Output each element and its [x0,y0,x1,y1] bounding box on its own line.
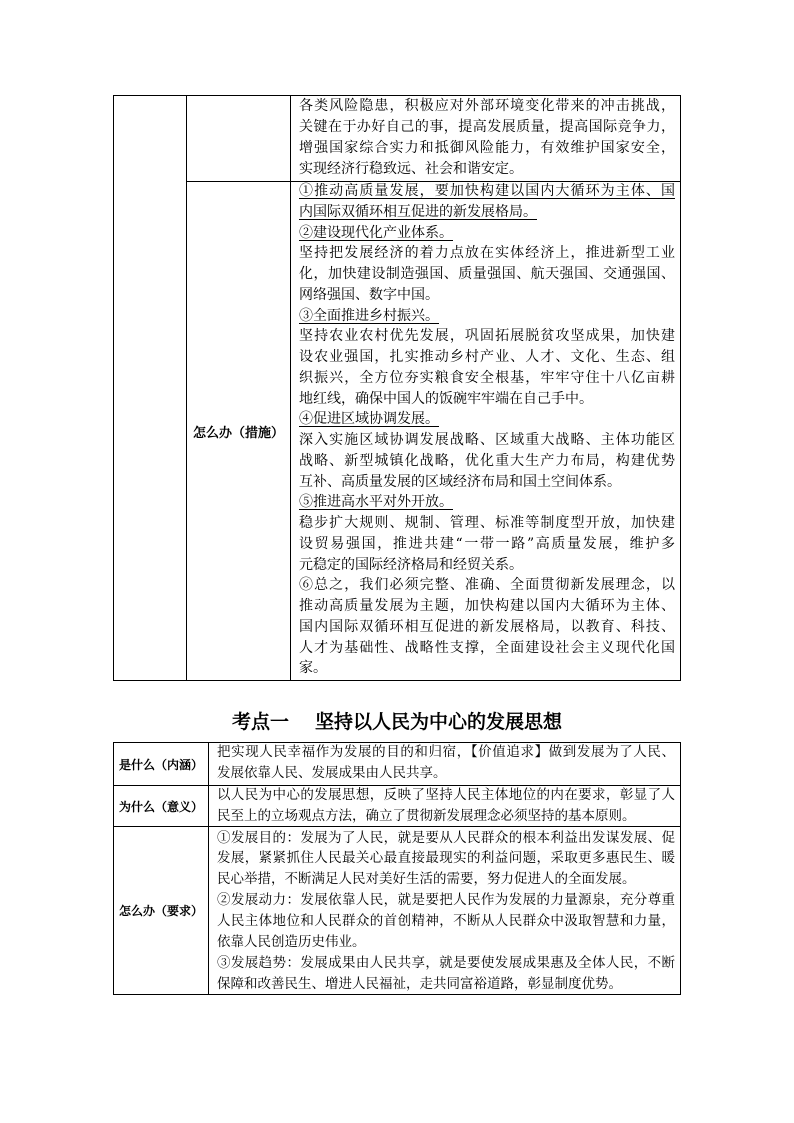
cell-text [217,828,675,995]
row-label: 为什么（意义） [118,799,203,814]
text-line: ④促进区域协调发展。 [299,411,439,428]
table-column-divider [290,96,291,680]
row-label: 是什么（内涵） [118,757,203,772]
text-line: ②建设现代化产业体系。 [299,224,453,241]
row-label: 怎么办（措施） [192,425,284,441]
text-line: 设贸易强国，推进共建“一带一路”高质量发展，维护多 [299,535,675,552]
text-line: ⑤推进高水平对外开放。 [299,494,453,511]
text-line: 设农业强国，扎实推动乡村产业、人才、文化、生态、组 [299,349,675,365]
text-line: ③发展趋势：发展成果由人民共享，就是要使发展成果惠及全体人民，不断 [217,954,675,971]
text-line: 把实现人民幸福作为发展的目的和归宿，【价值追求】做到发展为了人民、 [217,744,675,760]
text-line: 坚持把发展经济的着力点放在实体经济上，推进新型工业 [299,245,675,262]
section-heading [0,711,794,733]
section-title: 坚持以人民为中心的发展思想 [315,711,563,733]
text-line: 互补、高质量发展的区域经济布局和国土空间体系。 [299,473,621,490]
cell-text [299,96,675,181]
section-number: 考点一 [231,711,289,733]
text-line: ②发展动力：发展依靠人民，就是要把人民作为发展的力量源泉，充分尊重 [217,892,675,909]
text-line: 依靠人民创造历史伟业。 [217,934,366,951]
text-line: 人民主体地位和人民群众的首创精神，不断从人民群众中汲取智慧和力量， [217,913,675,930]
text-line: 家。 [299,660,327,677]
text-line: 化，加快建设制造强国、质量强国、航天强国、交通强国、 [299,266,675,282]
table-column-divider [208,743,209,994]
cell-text [217,742,675,784]
text-line: 网络强国、数字中国。 [299,286,439,303]
row-label: 怎么办（要求） [118,904,203,918]
text-line: 国内国际双循环相互促进的新发展格局，以教育、科技、 [299,618,675,635]
text-line: ③全面推进乡村振兴。 [299,307,439,324]
cell-text [299,181,675,679]
text-line: 发展，紧紧抓住人民最关心最直接最现实的利益问题，采取更多惠民生、暖 [217,850,675,867]
text-line: 深入实施区域协调发展战略、区域重大战略、主体功能区 [299,432,675,448]
text-line: 坚持农业农村优先发展，巩固拓展脱贫攻坚成果，加快建 [299,328,675,345]
text-line: 地红线，确保中国人的饭碗牢牢端在自己手中。 [299,390,593,407]
text-line: ①发展目的：发展为了人民，就是要从人民群众的根本利益出发谋发展、促 [217,829,675,846]
text-line: 人才为基础性、战略性支撑，全面建设社会主义现代化国 [299,639,675,656]
text-line: 各类风险隐患，积极应对外部环境变化带来的冲击挑战， [299,97,675,114]
text-line: 元稳定的国际经济格局和经贸关系。 [299,556,523,573]
text-line: ①推动高质量发展，要加快构建以国内大循环为主体、国 [299,183,675,199]
text-line: 战略、新型城镇化战略，优化重大生产力布局，构建优势 [299,452,675,469]
text-line: 推动高质量发展为主题，加快构建以国内大循环为主体、 [299,598,675,614]
text-line: 保障和改善民生、增进人民福祉，走共同富裕道路，彰显制度优势。 [217,975,622,992]
cell-text [217,785,675,826]
text-line: 发展依靠人民、发展成果由人民共享。 [217,764,447,781]
text-line: 实现经济行稳致远、社会和谐安定。 [299,161,523,178]
text-line: 民至上的立场观点方法，确立了贯彻新发展理念必须坚持的基本原则。 [217,807,636,824]
text-line: 民心举措，不断满足人民对美好生活的需要，努力促进人的全面发展。 [217,871,636,888]
text-line: 关键在于办好自己的事，提高发展质量，提高国际竞争力， [299,118,675,135]
text-line: 稳步扩大规则、规制、管理、标准等制度型开放，加快建 [299,515,675,531]
text-line: 内国际双循环相互促进的新发展格局。 [299,203,537,220]
text-line: 增强国家综合实力和抵御风险能力，有效维护国家安全， [299,139,675,156]
text-line: ⑥总之，我们必须完整、准确、全面贯彻新发展理念，以 [299,577,675,594]
text-line: 以人民为中心的发展思想，反映了坚持人民主体地位的内在要求，彰显了人 [217,787,675,803]
text-line: 织振兴，全方位夯实粮食安全根基，牢牢守住十八亿亩耕 [299,369,675,386]
